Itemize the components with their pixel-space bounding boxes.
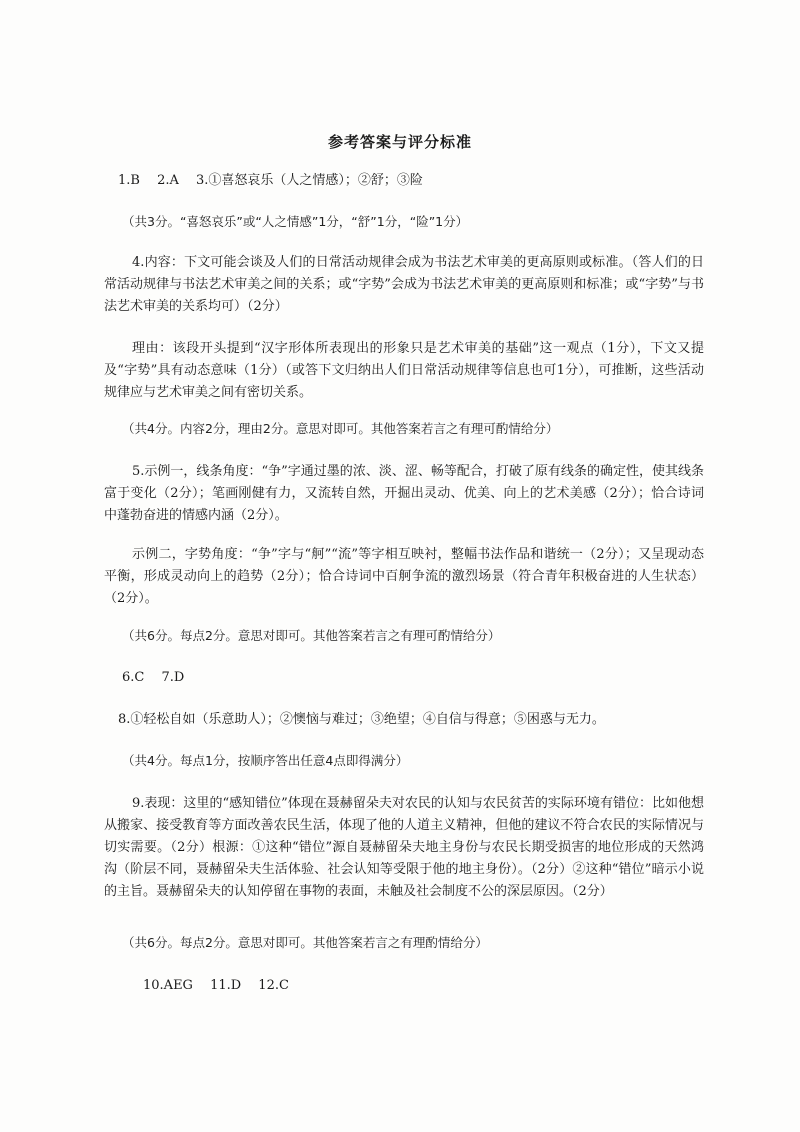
answer-q6-7: 6.C 7.D xyxy=(122,670,185,685)
answer-q1-3: 1.B 2.A 3.①喜怒哀乐（人之情感）；②舒；③险 xyxy=(118,173,423,188)
answer-q8: 8.①轻松自如（乐意助人）；②懊恼与难过；③绝望；④自信与得意；⑤困惑与无力。 xyxy=(118,712,605,727)
scoring-note-q9: （共6分。每点2分。意思对即可。其他答案若言之有理酌情给分） xyxy=(122,935,488,950)
scoring-note-q8: （共4分。每点1分，按顺序答出任意4点即得满分） xyxy=(122,753,409,768)
scoring-note-q1-3: （共3分。“喜怒哀乐”或“人之情感”1分，“舒”1分，“险”1分） xyxy=(122,214,469,229)
page-title: 参考答案与评分标准 xyxy=(327,133,472,151)
scoring-note-q5: （共6分。每点2分。意思对即可。其他答案若言之有理可酌情给分） xyxy=(122,628,501,643)
scoring-note-q4: （共4分。内容2分，理由2分。意思对即可。其他答案若言之有理可酌情给分） xyxy=(122,421,559,436)
answer-q4-content: 4.内容：下文可能会谈及人们的日常活动规律会成为书法艺术审美的更高原则或标准。（答人们的日常活动规律与书法艺术审美之间的关系；或“字势”会成为书法艺术审美的更高原则和标准；或“字势”与书法艺术审美的关系均可）（2分） xyxy=(104,255,704,314)
answer-q5-example-2: 示例二，字势角度：“争”字与“舸”“流”等字相互映衬，整幅书法作品和谐统一（2分）；又呈现动态平衡，形成灵动向上的趋势（2分）；恰合诗词中百舸争流的激烈场景（符合青年积极奋进的人生状态）（2分）。 xyxy=(104,547,704,606)
answer-q4-reason: 理由：该段开头提到“汉字形体所表现出的形象只是艺术审美的基础”这一观点（1分），下文又提及“字势”具有动态意味（1分）（或答下文归纳出人们日常活动规律等信息也可1分），可推断，这些活动规律应与艺术审美之间有密切关系。 xyxy=(104,341,704,400)
answer-q5-example-1: 5.示例一，线条角度：“争”字通过墨的浓、淡、涩、畅等配合，打破了原有线条的确定性，使其线条富于变化（2分）；笔画刚健有力，又流转自然，开掘出灵动、优美、向上的艺术美感（2分）；恰合诗词中蓬勃奋进的情感内涵（2分）。 xyxy=(104,464,704,523)
answer-q10-12: 10.AEG 11.D 12.C xyxy=(143,978,289,993)
answer-q9: 9.表现：这里的“感知错位”体现在聂赫留朵夫对农民的认知与农民贫苦的实际环境有错位：比如他想从搬家、接受教育等方面改善农民生活，体现了他的人道主义精神，但他的建议不符合农民的实际情况与切实需要。（2分）根源：①这种“错位”源自聂赫留朵夫地主身份与农民长期受损害的地位形成的天然鸿沟（阶层不同，聂赫留朵夫生活体验、社会认知等受限于他的地主身份）。（2分）②这种“错位”暗示小说的主旨。聂赫留朵夫的认知停留在事物的表面，未触及社会制度不公的深层原因。（2分） xyxy=(104,796,704,899)
